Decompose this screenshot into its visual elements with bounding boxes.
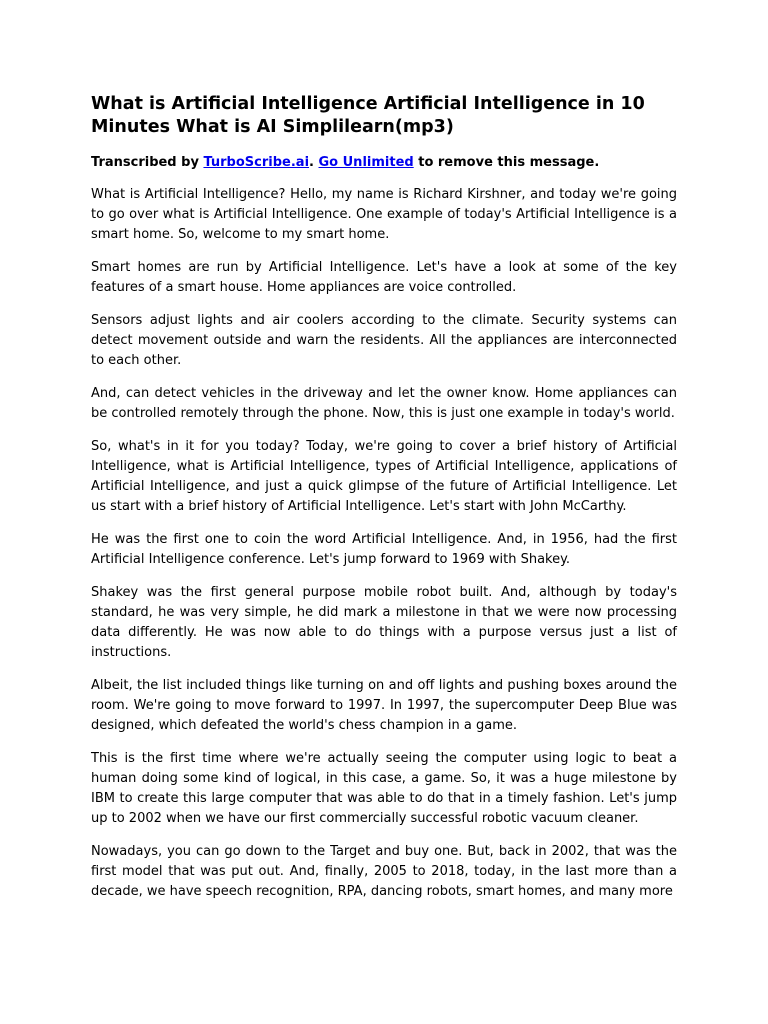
- paragraph-2: Smart homes are run by Artificial Intelligence. Let's have a look at some of the key features of a smart house. Home appliances are voice controlled.: [91, 260, 677, 295]
- transcribed-prefix: Transcribed by: [91, 155, 204, 170]
- paragraph-8: Albeit, the list included things like turning on and off lights and pushing boxes around the room. We're going to move forward to 1997. In 1997, the supercomputer Deep Blue was designed, which defeated the world's chess champion in a game.: [91, 678, 677, 733]
- document-title: What is Artificial Intelligence Artificial Intelligence in 10 Minutes What is AI Simplilearn(mp3): [91, 94, 645, 137]
- paragraph-10: Nowadays, you can go down to the Target and buy one. But, back in 2002, that was the first model that was put out. And, finally, 2005 to 2018, today, in the last more than a decade, we have speech recognition, RPA, dancing robots, smart homes, and many more: [91, 844, 677, 899]
- transcribed-suffix: to remove this message.: [413, 155, 600, 170]
- paragraph-3: Sensors adjust lights and air coolers according to the climate. Security systems can detect movement outside and warn the residents. All the appliances are interconnected to each other.: [91, 313, 677, 368]
- paragraph-9: This is the first time where we're actually seeing the computer using logic to beat a human doing some kind of logical, in this case, a game. So, it was a huge milestone by IBM to create this large computer that was able to do that in a timely fashion. Let's jump up to 2002 when we have our first commercially successful robotic vacuum cleaner.: [91, 751, 677, 826]
- document-page: [91, 93, 677, 915]
- paragraph-7: Shakey was the first general purpose mobile robot built. And, although by today's standard, he was very simple, he did mark a milestone in that we were now processing data differently. He was now able to do things with a purpose versus just a list of instructions.: [91, 585, 677, 660]
- turboscribe-link[interactable]: TurboScribe.ai: [203, 155, 310, 170]
- paragraph-1: What is Artificial Intelligence? Hello, my name is Richard Kirshner, and today we're going to go over what is Artificial Intelligence. One example of today's Artificial Intelligence is a smart home. So, welcome to my smart home.: [91, 187, 677, 242]
- paragraph-6: He was the first one to coin the word Artificial Intelligence. And, in 1956, had the first Artificial Intelligence conference. Let's jump forward to 1969 with Shakey.: [91, 532, 677, 567]
- transcription-notice: [91, 153, 677, 173]
- paragraph-5: So, what's in it for you today? Today, we're going to cover a brief history of Artificial Intelligence, what is Artificial Intelligence, types of Artificial Intelligence, applications of Artificial Intelligence, and just a quick glimpse of the future of Artificial Intelligence. Let us start with a brief history of Artificial Intelligence. Let's start with John McCarthy.: [91, 439, 677, 514]
- go-unlimited-link[interactable]: Go Unlimited: [318, 155, 414, 170]
- transcribed-separator: .: [309, 155, 319, 170]
- paragraph-4: And, can detect vehicles in the driveway and let the owner know. Home appliances can be controlled remotely through the phone. Now, this is just one example in today's world.: [91, 386, 677, 421]
